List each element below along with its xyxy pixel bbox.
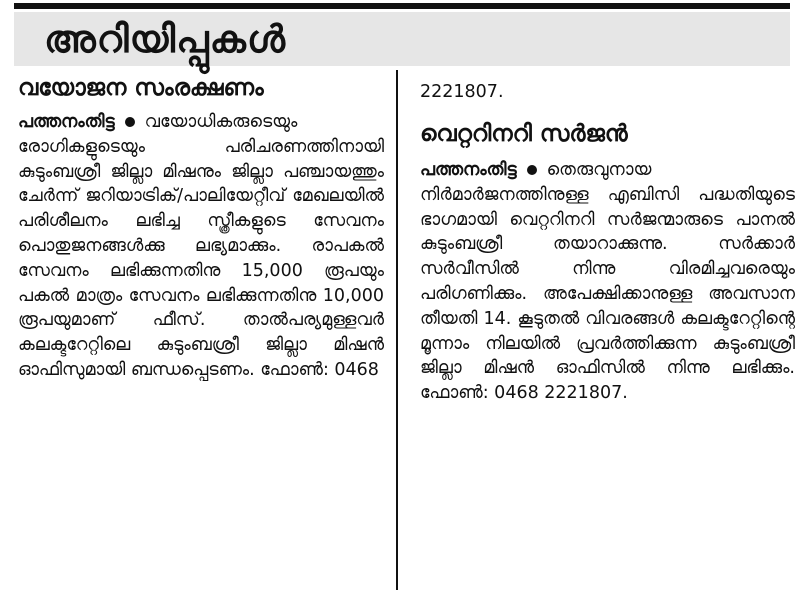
article-continuation: 2221807.	[420, 82, 504, 102]
article-elder-care	[14, 70, 398, 590]
article-headline: വെറ്ററിനറി സർജൻ	[420, 121, 628, 147]
section-title: അറിയിപ്പുകൾ	[44, 17, 287, 61]
top-rule	[14, 3, 790, 9]
section-header	[14, 12, 790, 66]
article-headline: വയോജന സംരക്ഷണം	[18, 75, 264, 101]
bullet-icon	[527, 165, 537, 175]
article-text: വയോധികരുടെയും രോഗികളുടെയും പരിചരണത്തിനായി കുടുംബശ്രീ ജില്ലാ മിഷനും ജില്ലാ പഞ്ചായത്തും ചേർന്ന് ജറിയാട്രിക്/പാലിയേറ്റീവ് മേഖലയിൽ പരിശീലനം ലഭിച്ച സ്ത്രീകളുടെ സേവനം പൊതുജനങ്ങൾക്കു ലഭ്യമാക്കും. രാപകൽ സേവനം ലഭിക്കുന്നതിനു 15,000 രൂപയും പകൽ മാത്രം സേവനം ലഭിക്കുന്നതിനു 10,000 രൂപയുമാണ് ഫീസ്. താൽപര്യമുള്ളവർ കലക്ടറേറ്റിലെ കുടുംബശ്രീ ജില്ലാ മിഷൻ ഓഫിസുമായി ബന്ധപ്പെടണം. ഫോൺ: 0468	[18, 112, 384, 380]
dateline: പത്തനംതിട്ട	[18, 112, 115, 132]
bullet-icon	[125, 117, 135, 127]
article-text: തെരുവുനായ നിർമാർജനത്തിനുള്ള എബിസി പദ്ധതിയുടെ ഭാഗമായി വെറ്ററിനറി സർജന്മാരുടെ പാനൽ കുടുംബശ്രീ തയാറാക്കുന്നു. സർക്കാർ സർവീസിൽ നിന്നു വിരമിച്ചവരെയും പരിഗണിക്കും. അപേക്ഷിക്കാനുള്ള അവസാന തീയതി 14. കൂടുതൽ വിവരങ്ങൾ കലക്ടറേറ്റിന്റെ മൂന്നാം നിലയിൽ പ്രവർത്തിക്കുന്ന കുടുംബശ്രീ ജില്ലാ മിഷൻ ഓഫിസിൽ നിന്നു ലഭിക്കും. ഫോൺ: 0468 2221807.	[420, 160, 795, 404]
article-veterinary	[420, 70, 795, 590]
dateline: പത്തനംതിട്ട	[420, 160, 517, 180]
article-body	[420, 158, 795, 406]
article-body	[18, 110, 384, 383]
